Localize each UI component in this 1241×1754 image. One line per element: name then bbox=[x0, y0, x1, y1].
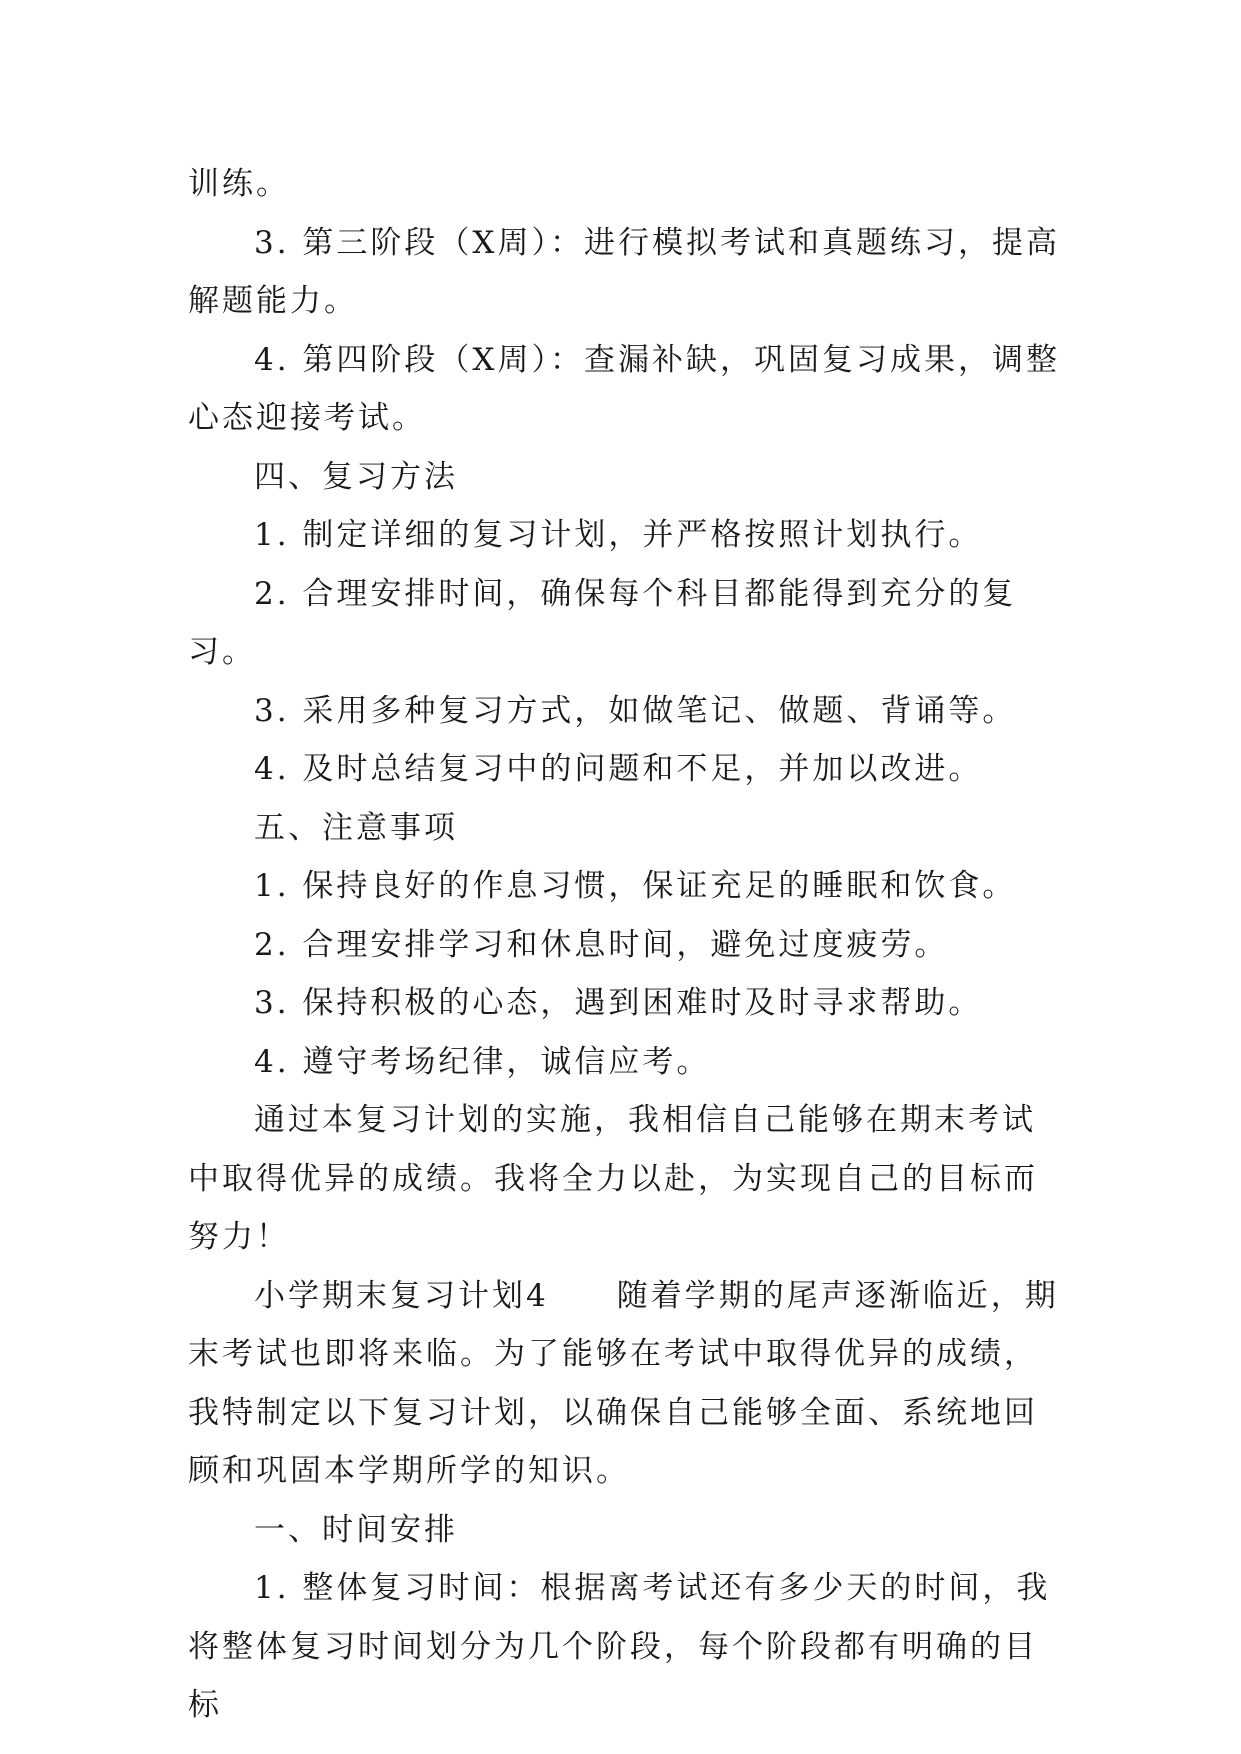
list-item-note-1: 1. 保持良好的作息习惯，保证充足的睡眠和饮食。 bbox=[254, 868, 1017, 904]
list-item-method-3: 3. 采用多种复习方式，如做笔记、做题、背诵等。 bbox=[254, 692, 1017, 729]
list-item-method-2: 2. 合理安排时间，确保每个科目都能得到充分的复习。 bbox=[188, 575, 1017, 670]
document-body bbox=[188, 155, 1068, 1735]
list-item-time-1: 1. 整体复习时间：根据离考试还有多少天的时间，我将整体复习时间划分为几个阶段，每个阶段都有明确的目标 bbox=[188, 1570, 1051, 1723]
paragraph-stage-four: 4. 第四阶段（X周）：查漏补缺，巩固复习成果，调整心态迎接考试。 bbox=[188, 341, 1060, 436]
list-item-note-3: 3. 保持积极的心态，遇到困难时及时寻求帮助。 bbox=[254, 985, 983, 1021]
list-item-note-4: 4. 遵守考场纪律，诚信应考。 bbox=[254, 1043, 711, 1080]
heading-time-arrangement: 一、时间安排 bbox=[254, 1511, 458, 1548]
paragraph-stage-three: 3. 第三阶段（X周）：进行模拟考试和真题练习，提高解题能力。 bbox=[188, 224, 1060, 319]
heading-review-methods: 四、复习方法 bbox=[254, 458, 458, 495]
list-item-method-1: 1. 制定详细的复习计划，并严格按照计划执行。 bbox=[254, 517, 983, 553]
paragraph-plan-4-intro: 小学期末复习计划4 随着学期的尾声逐渐临近，期末考试也即将来临。为了能够在考试中取得优异的成绩，我特制定以下复习计划，以确保自己能够全面、系统地回顾和巩固本学期所学的知识。 bbox=[188, 1277, 1059, 1489]
list-item-method-4: 4. 及时总结复习中的问题和不足，并加以改进。 bbox=[254, 751, 983, 787]
paragraph-training-end: 训练。 bbox=[188, 166, 290, 202]
heading-notes: 五、注意事项 bbox=[254, 809, 458, 846]
paragraph-conclusion: 通过本复习计划的实施，我相信自己能够在期末考试中取得优异的成绩。我将全力以赴，为实现自己的目标而努力！ bbox=[188, 1102, 1038, 1255]
list-item-note-2: 2. 合理安排学习和休息时间，避免过度疲劳。 bbox=[254, 926, 949, 963]
